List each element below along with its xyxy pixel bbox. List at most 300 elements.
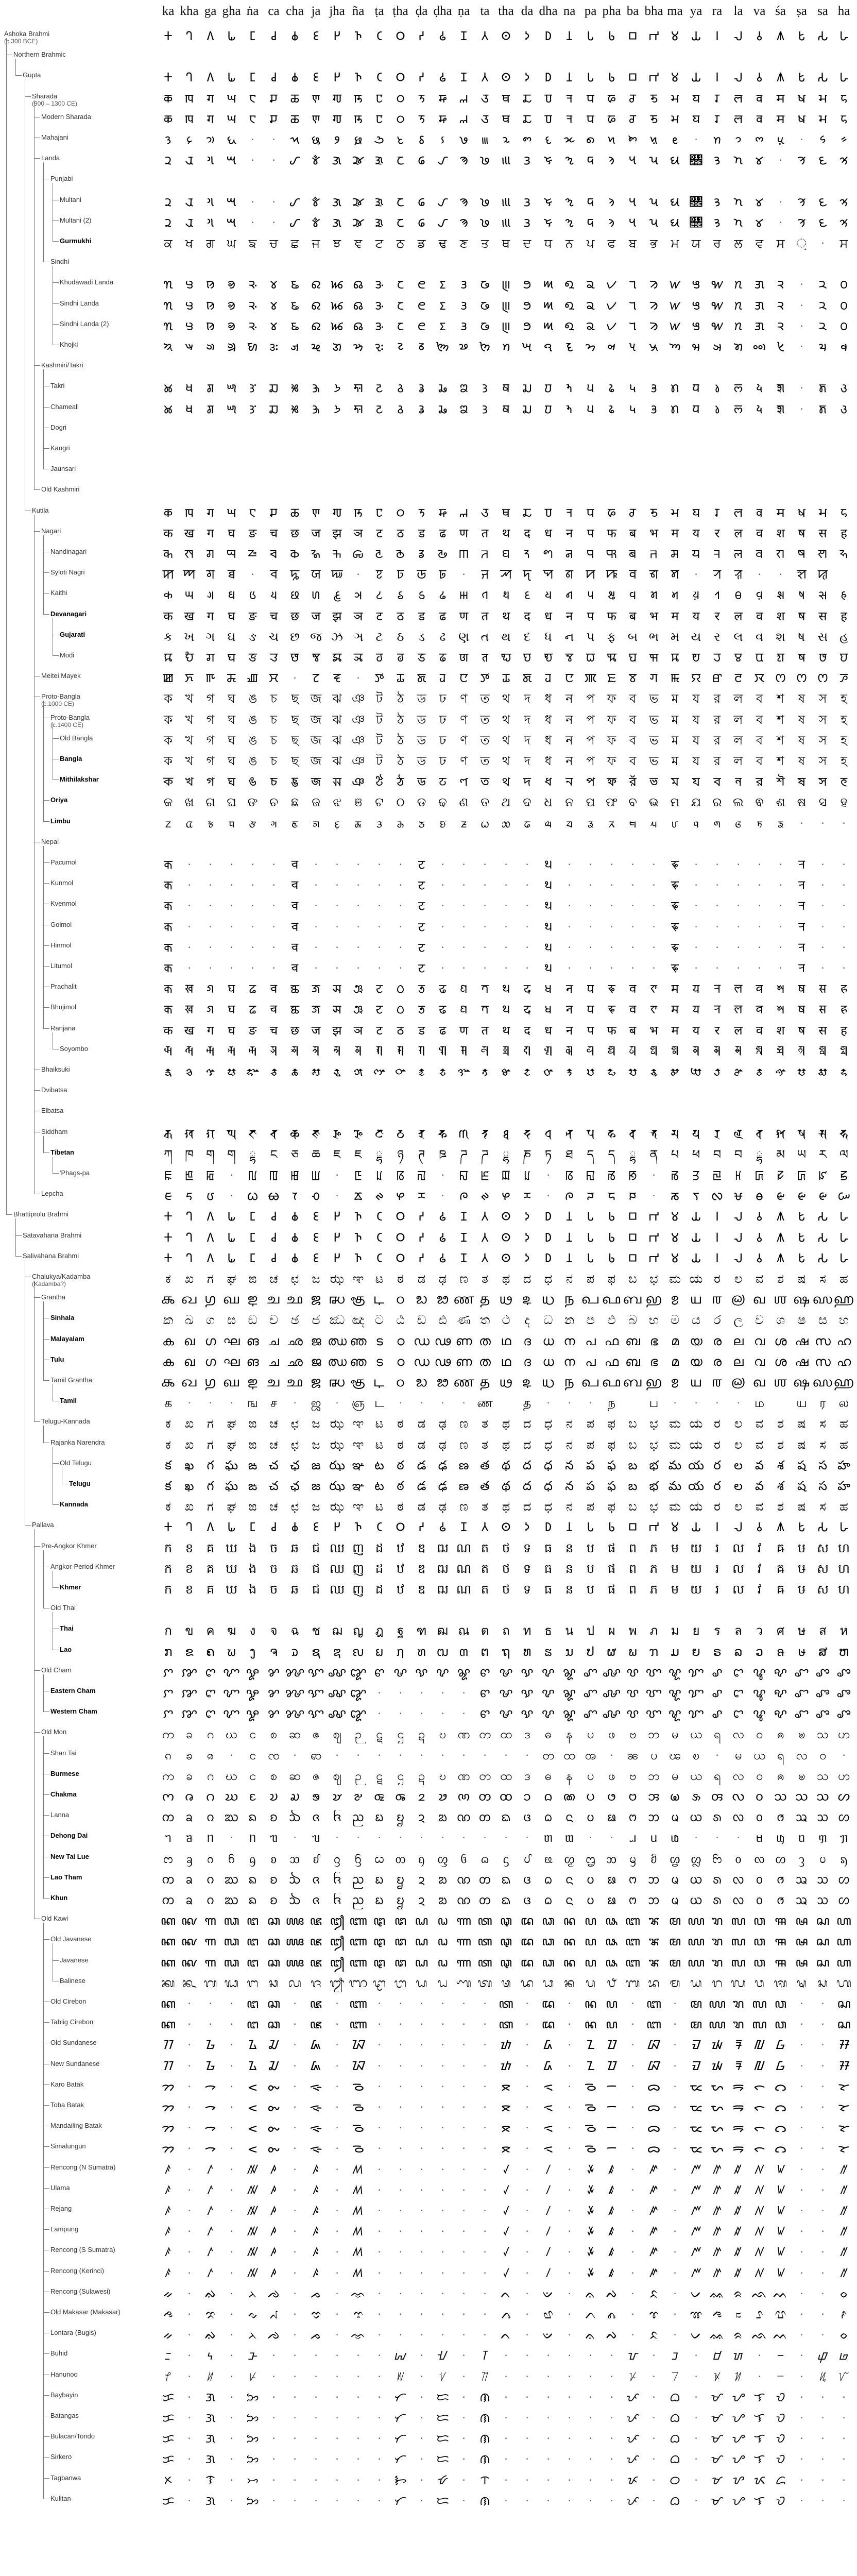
letter-glyph: ᜉ <box>622 2390 643 2406</box>
letter-glyph: ච <box>263 1313 284 1329</box>
letter-glyph: 𑘒 <box>242 650 263 667</box>
tree-branch-line <box>34 1732 40 1733</box>
letter-glyph: ល <box>728 1562 749 1578</box>
letter-glyph: ᨴ <box>517 1872 538 1889</box>
letter-glyph: ভ <box>643 754 664 770</box>
column-header: ra <box>707 1 728 22</box>
letter-glyph: ល <box>728 1541 749 1557</box>
letter-glyph: ᥞ <box>812 1831 833 1847</box>
letter-glyph: 𑀫 <box>664 1251 685 1267</box>
script-label: 'Phags-pa <box>60 1169 90 1177</box>
letter-glyph: ꯀ <box>158 671 179 687</box>
letter-glyph: 𑰓 <box>263 1064 284 1081</box>
letter-glyph: 𑩴 <box>664 1044 685 1060</box>
letter-glyph: · <box>284 2266 305 2282</box>
letter-glyph: 𑖟 <box>517 1127 538 1143</box>
letter-glyph: 𑄝 <box>622 1789 643 1806</box>
letter-glyph: ᨍ <box>305 2286 327 2303</box>
letter-glyph: ฌ <box>327 1623 348 1640</box>
letter-glyph: భ <box>643 1458 664 1475</box>
letter-glyph: व <box>749 526 770 543</box>
letter-glyph: ಫ <box>601 1437 622 1454</box>
letter-glyph: ꦟ <box>453 1913 474 1930</box>
letter-glyph: 𑊖 <box>517 195 538 211</box>
letter-glyph: ꠐ <box>369 567 390 584</box>
letter-glyph: · <box>390 2141 411 2158</box>
letter-glyph: ꦛ <box>369 1934 390 1951</box>
letter-glyph: · <box>284 2307 305 2324</box>
letter-glyph: র <box>707 733 728 750</box>
letter-glyph: ꦏ <box>158 1996 179 2013</box>
letter-glyph: 𑀟 <box>411 1520 432 1536</box>
letter-glyph: ᦈ <box>263 1852 284 1868</box>
letter-glyph: · <box>685 2390 707 2406</box>
letter-glyph: ক <box>158 713 179 729</box>
letter-glyph: 𑰒 <box>242 1064 263 1081</box>
letter-glyph: ꨘ <box>453 1665 474 1682</box>
letter-glyph: श <box>770 609 791 625</box>
letter-glyph: 𑰖 <box>327 1064 348 1081</box>
letter-glyph: হ <box>833 733 854 750</box>
letter-glyph: 𑄎 <box>305 1789 327 1806</box>
letter-glyph: ᜌ <box>728 2494 749 2510</box>
letter-glyph: ᮒ <box>495 2038 517 2054</box>
script-label: Chameali <box>50 403 79 411</box>
letter-glyph: ꤲ <box>242 2224 263 2241</box>
letter-glyph: 𑌤 <box>474 1292 495 1309</box>
letter-glyph: ಛ <box>284 1437 305 1454</box>
letter-glyph: · <box>327 2204 348 2220</box>
letter-glyph: · <box>432 2328 453 2344</box>
letter-glyph: ꨨ <box>812 1706 833 1723</box>
letter-glyph: 𑂙 <box>411 588 432 604</box>
script-label: Tagbanwa <box>50 2474 81 2482</box>
letter-glyph: ꤷ <box>538 2266 559 2282</box>
letter-glyph: ഛ <box>284 1354 305 1371</box>
letter-glyph: ព <box>622 1541 643 1557</box>
letter-glyph: ဘ <box>643 1727 664 1743</box>
letter-glyph: ဝ <box>749 1769 770 1785</box>
letter-glyph: ᯛ <box>707 2079 728 2096</box>
letter-glyph: 𑌵 <box>749 1375 770 1392</box>
letter-glyph: · <box>390 1706 411 1723</box>
letter-glyph: ᥒ <box>242 1831 263 1847</box>
letter-glyph: ග <box>200 1313 221 1329</box>
letter-glyph: · <box>369 878 390 894</box>
letter-glyph: ᤍ <box>411 816 432 833</box>
letter-glyph: · <box>453 567 474 584</box>
letter-glyph: ණ <box>453 1313 474 1329</box>
letter-glyph: ᰐ <box>622 1189 643 1205</box>
letter-glyph: ᜎ <box>749 2494 770 2510</box>
letter-glyph: ꠈ <box>179 567 200 584</box>
letter-glyph: 𑐞 <box>453 981 474 998</box>
letter-glyph: ꦩ <box>664 1934 685 1951</box>
letter-glyph: द <box>517 1023 538 1040</box>
letter-glyph: ᝨ <box>474 2473 495 2489</box>
letter-glyph: फ <box>601 526 622 543</box>
letter-glyph: 𑐰 <box>749 1002 770 1019</box>
letter-glyph: · <box>411 1706 432 1723</box>
letter-glyph: ঠ <box>390 713 411 729</box>
letter-glyph: జ <box>305 1458 327 1475</box>
letter-glyph: ভ <box>643 713 664 729</box>
letter-glyph: 𑆔 <box>221 91 242 108</box>
letter-glyph: 𑀣 <box>495 70 517 87</box>
letter-glyph: · <box>707 920 728 936</box>
tree-branch-line <box>43 945 49 946</box>
letter-glyph: ᩅ <box>749 1810 770 1826</box>
letter-glyph: ᜇ <box>432 2431 453 2448</box>
script-label: Shan Tai <box>50 1749 76 1757</box>
letter-glyph: থ <box>495 691 517 708</box>
letter-glyph: 𑦯 <box>179 547 200 563</box>
letter-glyph: · <box>221 2348 242 2365</box>
letter-glyph: ꨜ <box>601 1706 622 1723</box>
letter-glyph: 𑋎 <box>538 319 559 335</box>
letter-glyph: 𑚛 <box>517 402 538 418</box>
letter-glyph: တ <box>474 1727 495 1743</box>
letter-glyph: · <box>369 2328 390 2344</box>
letter-glyph: ྷ <box>495 1147 517 1164</box>
letter-glyph: థ <box>495 1458 517 1475</box>
letter-glyph: · <box>791 2162 812 2179</box>
letter-glyph: 𑆥 <box>580 112 601 128</box>
letter-glyph: ᤅ <box>242 816 263 833</box>
letter-glyph: 𑄒 <box>390 1789 411 1806</box>
letter-glyph: ತ <box>474 1499 495 1516</box>
letter-glyph: ఖ <box>179 1479 200 1495</box>
letter-glyph: 𑊌 <box>327 195 348 211</box>
letter-glyph: · <box>390 2079 411 2096</box>
letter-glyph: ྷ <box>622 1147 643 1164</box>
letter-glyph: 𑦶 <box>327 547 348 563</box>
letter-glyph: · <box>474 2183 495 2199</box>
letter-glyph: 𑆧 <box>622 112 643 128</box>
letter-glyph: · <box>580 961 601 977</box>
letter-glyph: ຆ <box>221 1645 242 1661</box>
letter-glyph: ꦣ <box>538 1955 559 1972</box>
letter-glyph: · <box>432 2162 453 2179</box>
letter-glyph: 𑆦 <box>601 505 622 522</box>
letter-glyph: 𑒯 <box>833 774 854 791</box>
letter-glyph: 𑂑 <box>242 588 263 604</box>
letter-glyph: ᯑ <box>538 2079 559 2096</box>
letter-glyph: ক <box>158 691 179 708</box>
letter-glyph: গ <box>200 733 221 750</box>
letter-glyph: ಕ <box>158 1437 179 1454</box>
letter-glyph: 𑊠 <box>728 195 749 211</box>
letter-glyph: ᤆ <box>263 816 284 833</box>
letter-glyph: છ <box>284 630 305 646</box>
letter-glyph: 𑄣 <box>728 1789 749 1806</box>
letter-glyph: ꤺ <box>643 2204 664 2220</box>
letter-glyph: 𑊍 <box>348 195 369 211</box>
letter-glyph: 𑀭 <box>707 1230 728 1247</box>
letter-glyph: 𑀥 <box>538 70 559 87</box>
letter-glyph: ꤽ <box>728 2266 749 2282</box>
tree-branch-line <box>43 1815 49 1816</box>
letter-glyph: ᨌ <box>263 2286 284 2303</box>
letter-glyph: · <box>812 2038 833 2054</box>
letter-glyph: ꦫ <box>707 1934 728 1951</box>
letter-glyph: ᨱ <box>453 1893 474 1909</box>
letter-glyph: ꦩ <box>664 1955 685 1972</box>
letter-glyph: · <box>580 2494 601 2510</box>
letter-glyph: ᬛ <box>327 1976 348 1992</box>
letter-glyph: · <box>791 298 812 315</box>
letter-glyph: ন <box>559 733 580 750</box>
letter-glyph: ண <box>474 1396 495 1412</box>
letter-glyph: · <box>369 2183 390 2199</box>
letter-glyph: · <box>453 2266 474 2282</box>
letter-glyph: য <box>685 713 707 729</box>
letter-glyph: ဎ <box>432 1769 453 1785</box>
letter-glyph: घ <box>221 1023 242 1040</box>
letter-glyph: 𑆫 <box>707 505 728 522</box>
letter-glyph: ប <box>580 1582 601 1599</box>
letter-glyph: · <box>643 961 664 977</box>
letter-glyph: 𑒓 <box>242 774 263 791</box>
letter-glyph: · <box>622 857 643 874</box>
letter-glyph: ꨖ <box>538 1686 559 1702</box>
letter-glyph: ධ <box>538 1313 559 1329</box>
letter-glyph: ꤸ <box>580 2204 601 2220</box>
letter-glyph: ಙ <box>242 1272 263 1288</box>
letter-glyph: ल <box>728 526 749 543</box>
letter-glyph: ᨥ <box>221 1810 242 1826</box>
letter-glyph: 𑀭 <box>707 29 728 45</box>
letter-glyph: · <box>390 1748 411 1765</box>
letter-glyph: ꦯ <box>770 1934 791 1951</box>
letter-glyph: ត <box>474 1562 495 1578</box>
letter-glyph: · <box>791 2411 812 2427</box>
letter-glyph: ᩁ <box>707 1893 728 1909</box>
letter-glyph: · <box>453 2473 474 2489</box>
letter-glyph: ড <box>411 733 432 750</box>
tree-branch-line <box>53 655 59 656</box>
letter-glyph: ᥜ <box>770 1831 791 1847</box>
letter-glyph: ꤾ <box>749 2224 770 2241</box>
tree-branch-line <box>43 614 49 615</box>
letter-glyph: 𑘙 <box>390 650 411 667</box>
letter-glyph: ਨ <box>559 236 580 252</box>
letter-glyph: ᬜ <box>348 1976 369 1992</box>
letter-glyph: 𑀤 <box>517 70 538 87</box>
letter-glyph: ᰎ <box>580 1189 601 1205</box>
letter-glyph: 𑀟 <box>411 29 432 45</box>
letter-glyph: · <box>770 857 791 874</box>
letter-glyph: ଚ <box>263 795 284 811</box>
letter-glyph: · <box>263 2390 284 2406</box>
letter-glyph: ꡅ <box>284 1168 305 1184</box>
letter-glyph: 𑀦 <box>559 70 580 87</box>
letter-glyph: · <box>348 1831 369 1847</box>
tree-branch-line <box>43 535 44 614</box>
letter-glyph: · <box>327 2224 348 2241</box>
letter-glyph: භ <box>643 1313 664 1329</box>
letter-glyph: 𑀙 <box>284 29 305 45</box>
letter-glyph: ಬ <box>622 1437 643 1454</box>
letter-glyph: ଠ <box>390 795 411 811</box>
letter-glyph: · <box>432 920 453 936</box>
letter-glyph: · <box>327 1168 348 1184</box>
letter-glyph: ᝏ <box>833 2348 854 2365</box>
letter-glyph: · <box>474 2204 495 2220</box>
letter-glyph: 𑦾 <box>495 547 517 563</box>
letter-glyph: 𑆑 <box>158 505 179 522</box>
letter-glyph: स <box>812 526 833 543</box>
letter-glyph: ᥑ <box>179 1831 200 1847</box>
letter-glyph: య <box>685 1479 707 1495</box>
letter-glyph: ᯞ <box>749 2079 770 2096</box>
letter-glyph: · <box>327 1396 348 1412</box>
letter-glyph: ᮙ <box>685 2038 707 2054</box>
letter-glyph: · <box>643 2390 664 2406</box>
letter-glyph: ಗ <box>200 1272 221 1288</box>
letter-glyph: 𑊐 <box>390 153 411 170</box>
letter-glyph: · <box>305 2431 327 2448</box>
letter-glyph: ᨷ <box>580 1893 601 1909</box>
letter-glyph: · <box>221 2266 242 2282</box>
letter-glyph: ਪ <box>580 236 601 252</box>
letter-glyph: ర <box>707 1479 728 1495</box>
letter-glyph: ᬳ <box>833 1976 854 1992</box>
letter-glyph: 𑊥 <box>833 195 854 211</box>
letter-glyph: 𑊄 <box>158 215 179 232</box>
tree-branch-line <box>34 1297 40 1298</box>
letter-glyph: · <box>812 2121 833 2137</box>
letter-glyph: · <box>812 236 833 252</box>
letter-glyph: ꨧ <box>791 1686 812 1702</box>
letter-glyph: ᨨ <box>284 1810 305 1826</box>
letter-glyph: क <box>158 1023 179 1040</box>
letter-glyph: घ <box>221 526 242 543</box>
letter-glyph: 𑌲 <box>728 1375 749 1392</box>
letter-glyph: ಛ <box>284 1272 305 1288</box>
letter-glyph: ꨓ <box>474 1665 495 1682</box>
letter-glyph: ᨨ <box>284 1893 305 1909</box>
script-label: Mandailing Batak <box>50 2122 102 2129</box>
script-label: Oriya <box>50 796 67 804</box>
letter-glyph: · <box>517 2245 538 2261</box>
letter-glyph: ඩ <box>411 1313 432 1329</box>
letter-glyph: প <box>580 754 601 770</box>
letter-glyph: · <box>495 2473 517 2489</box>
letter-glyph: · <box>432 961 453 977</box>
letter-glyph: · <box>327 1831 348 1847</box>
letter-glyph: ᦓ <box>495 1852 517 1868</box>
letter-glyph: ಯ <box>685 1272 707 1288</box>
script-label: Old Mon <box>41 1728 66 1736</box>
letter-glyph: 𑆚 <box>348 505 369 522</box>
letter-glyph: · <box>411 2431 432 2448</box>
letter-glyph: ꦡ <box>495 1913 517 1930</box>
letter-glyph: · <box>284 2494 305 2510</box>
letter-glyph: · <box>559 2121 580 2137</box>
letter-glyph: 𑀚 <box>305 29 327 45</box>
letter-glyph: ನ <box>559 1416 580 1433</box>
letter-glyph: න <box>559 1313 580 1329</box>
letter-glyph: 𑋛 <box>833 298 854 315</box>
tree-branch-line <box>43 1007 49 1008</box>
letter-glyph: ᯎ <box>200 2121 221 2137</box>
letter-glyph: ꨌ <box>263 1706 284 1723</box>
letter-glyph: ꨆ <box>158 1706 179 1723</box>
letter-glyph: 𑚌 <box>200 402 221 418</box>
letter-glyph: 𑒐 <box>179 774 200 791</box>
letter-glyph: ᯉ <box>580 2079 601 2096</box>
script-label: Punjabi <box>50 175 73 182</box>
letter-glyph: ᯘ <box>833 2121 854 2137</box>
letter-glyph: ᜋ <box>707 2431 728 2448</box>
letter-glyph: 𑋒 <box>622 319 643 335</box>
letter-glyph: 𑐦 <box>664 961 685 977</box>
script-label: Chakma <box>50 1790 77 1798</box>
script-label: Old Thai <box>50 1604 76 1612</box>
letter-glyph: ঝ <box>327 733 348 750</box>
letter-glyph: 𑧂 <box>580 547 601 563</box>
letter-glyph: ᯖ <box>495 2079 517 2096</box>
letter-glyph: · <box>559 2162 580 2179</box>
letter-glyph: ఞ <box>348 1479 369 1495</box>
letter-glyph: ধ <box>538 713 559 729</box>
letter-glyph: ꦲ <box>833 1955 854 1972</box>
letter-glyph: ផ <box>601 1541 622 1557</box>
letter-glyph: 𑈟 <box>622 340 643 356</box>
letter-glyph: ण <box>453 1023 474 1040</box>
letter-glyph: 𑊓 <box>453 215 474 232</box>
letter-glyph: 𑊖 <box>517 153 538 170</box>
letter-glyph: ᝉ <box>622 2348 643 2365</box>
letter-glyph: 𑀛 <box>327 1251 348 1267</box>
script-label: Khmer <box>60 1583 81 1591</box>
letter-glyph: ᨉ <box>538 2286 559 2303</box>
letter-glyph: · <box>643 878 664 894</box>
letter-glyph: 𑋑 <box>601 298 622 315</box>
letter-glyph: 𑒪 <box>728 774 749 791</box>
letter-glyph: র <box>707 691 728 708</box>
letter-glyph: · <box>453 2162 474 2179</box>
letter-glyph: ꦕ <box>263 1955 284 1972</box>
script-label: Toba Batak <box>50 2101 84 2109</box>
letter-glyph: ꤶ <box>495 2162 517 2179</box>
letter-glyph: 𑌛 <box>284 1292 305 1309</box>
letter-glyph: 𑀗 <box>242 1209 263 1226</box>
letter-glyph: ମ <box>664 795 685 811</box>
letter-glyph: 𑅱 <box>833 132 854 149</box>
letter-glyph: ᜇ <box>432 2411 453 2427</box>
letter-glyph: ꯂ <box>728 671 749 687</box>
letter-glyph: 𑩝 <box>179 1044 200 1060</box>
letter-glyph: 𑀧 <box>580 1209 601 1226</box>
letter-glyph: ꦖ <box>284 1955 305 1972</box>
letter-glyph: চ <box>263 691 284 708</box>
letter-glyph: ꦢ <box>517 1913 538 1930</box>
letter-glyph: ब <box>622 526 643 543</box>
letter-glyph: ᨷ <box>580 1872 601 1889</box>
letter-glyph: ర <box>707 1458 728 1475</box>
letter-glyph: · <box>369 2224 390 2241</box>
letter-glyph: ᨦ <box>242 1872 263 1889</box>
letter-glyph: ꯊ <box>390 671 411 687</box>
letter-glyph: ડ <box>411 630 432 646</box>
letter-glyph: ᦋ <box>327 1852 348 1868</box>
letter-glyph: ᨲ <box>474 1810 495 1826</box>
letter-glyph: · <box>284 2162 305 2179</box>
letter-glyph: 𑖐 <box>200 1127 221 1143</box>
letter-glyph: 𑚏 <box>263 402 284 418</box>
